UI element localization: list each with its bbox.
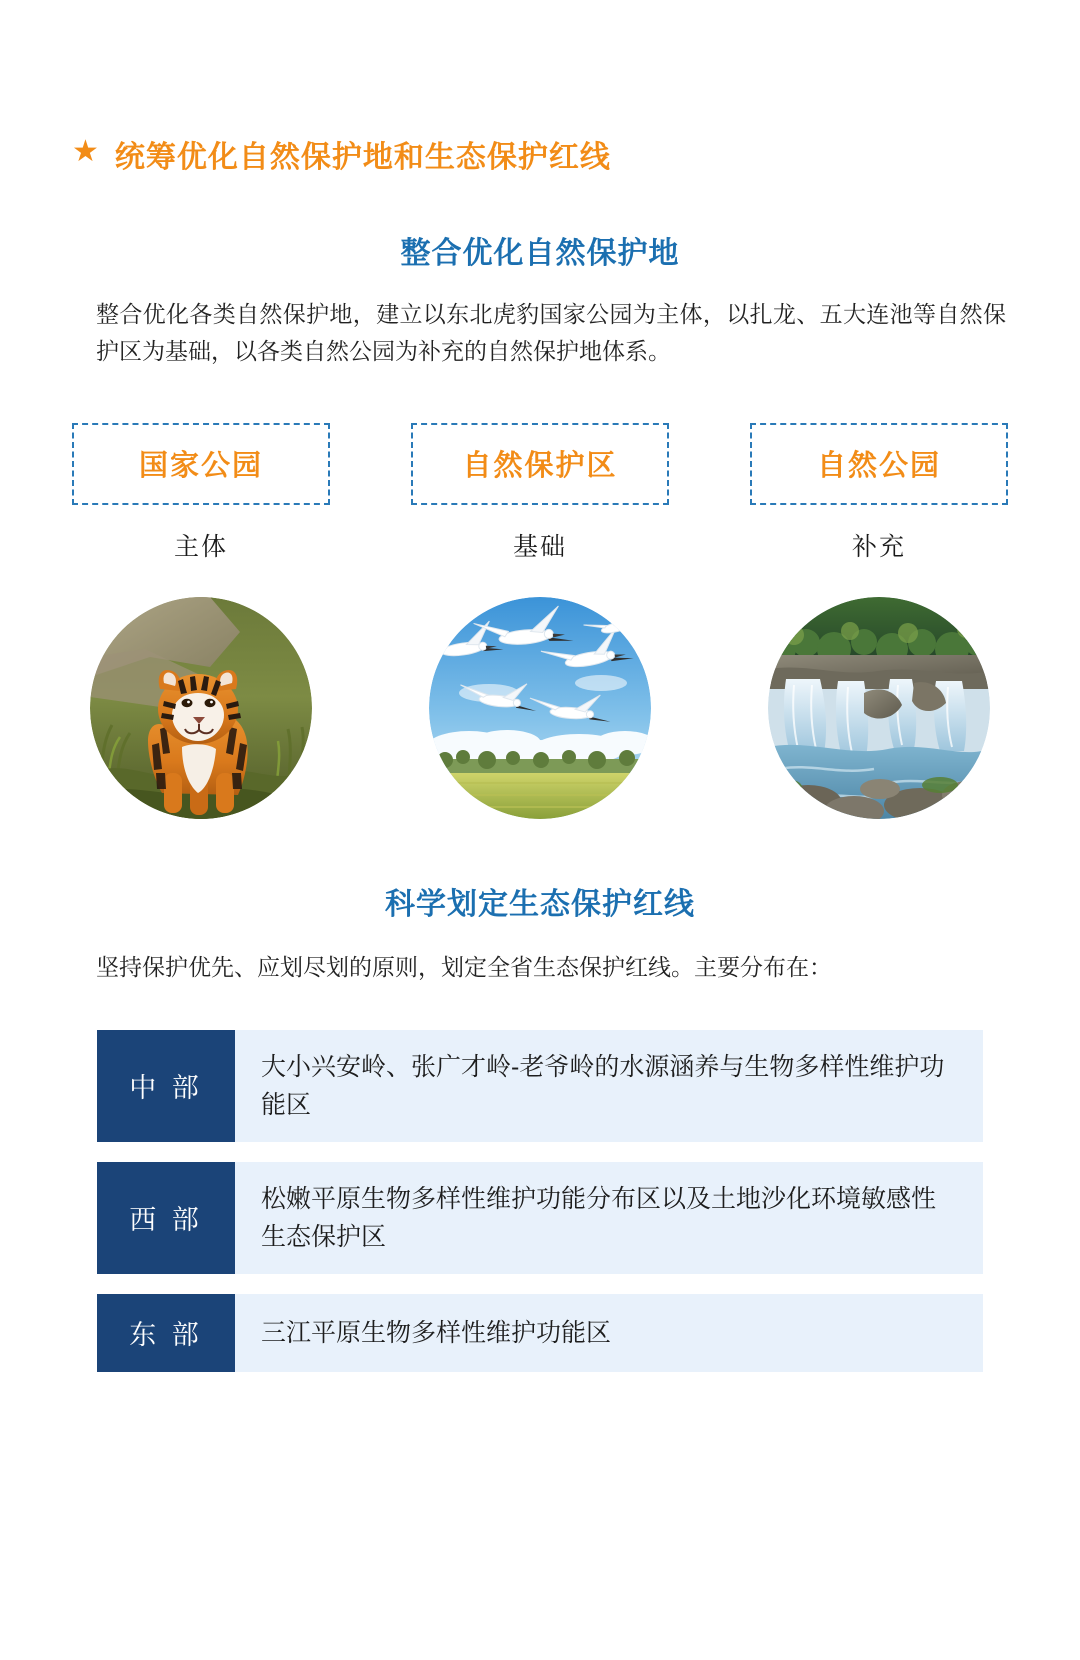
region-table (97, 1030, 983, 1372)
table-row (97, 1030, 983, 1142)
card-nature-reserve-label: 自然保护区 (462, 450, 618, 482)
card-nature-reserve (411, 423, 669, 819)
part1-paragraph: 整合优化各类自然保护地，建立以东北虎豹国家公园为主体，以扎龙、五大连池等自然保护区为基础，以各类自然公园为补充的自然保护地体系。 (96, 301, 1006, 365)
card-nature-reserve-box (411, 423, 669, 505)
card-national-park-box (72, 423, 330, 505)
card-nature-reserve-role: 基础 (512, 532, 567, 561)
card-nature-park-label: 自然公园 (816, 450, 941, 482)
table-row (97, 1162, 983, 1274)
poster-page (0, 132, 1080, 1660)
part1-heading: 整合优化自然保护地 (400, 237, 680, 270)
card-national-park (72, 423, 330, 819)
card-national-park-role: 主体 (173, 532, 228, 561)
part2-paragraph: 坚持保护优先、应划尽划的原则，划定全省生态保护红线。主要分布在： (96, 953, 832, 980)
card-nature-park (750, 423, 1008, 819)
tiger-photo (90, 597, 312, 819)
region-tag: 东 部 (97, 1294, 235, 1372)
table-row (97, 1294, 983, 1372)
region-description: 松嫩平原生物多样性维护功能分布区以及土地沙化环境敏感性生态保护区 (235, 1162, 983, 1274)
region-tag: 中 部 (97, 1030, 235, 1142)
star-icon: ★ (72, 135, 99, 168)
card-national-park-label: 国家公园 (138, 450, 263, 482)
card-nature-park-box (750, 423, 1008, 505)
region-description: 大小兴安岭、张广才岭-老爷岭的水源涵养与生物多样性维护功能区 (235, 1030, 983, 1142)
protected-area-cards (72, 423, 1008, 819)
region-tag: 西 部 (97, 1162, 235, 1274)
card-nature-park-role: 补充 (851, 532, 906, 561)
region-description: 三江平原生物多样性维护功能区 (235, 1294, 983, 1372)
waterfall-photo (768, 597, 990, 819)
section-heading-title: 统筹优化自然保护地和生态保护红线 (114, 141, 611, 174)
cranes-photo (429, 597, 651, 819)
part2-heading: 科学划定生态保护红线 (385, 887, 695, 921)
section-heading (72, 132, 1008, 176)
